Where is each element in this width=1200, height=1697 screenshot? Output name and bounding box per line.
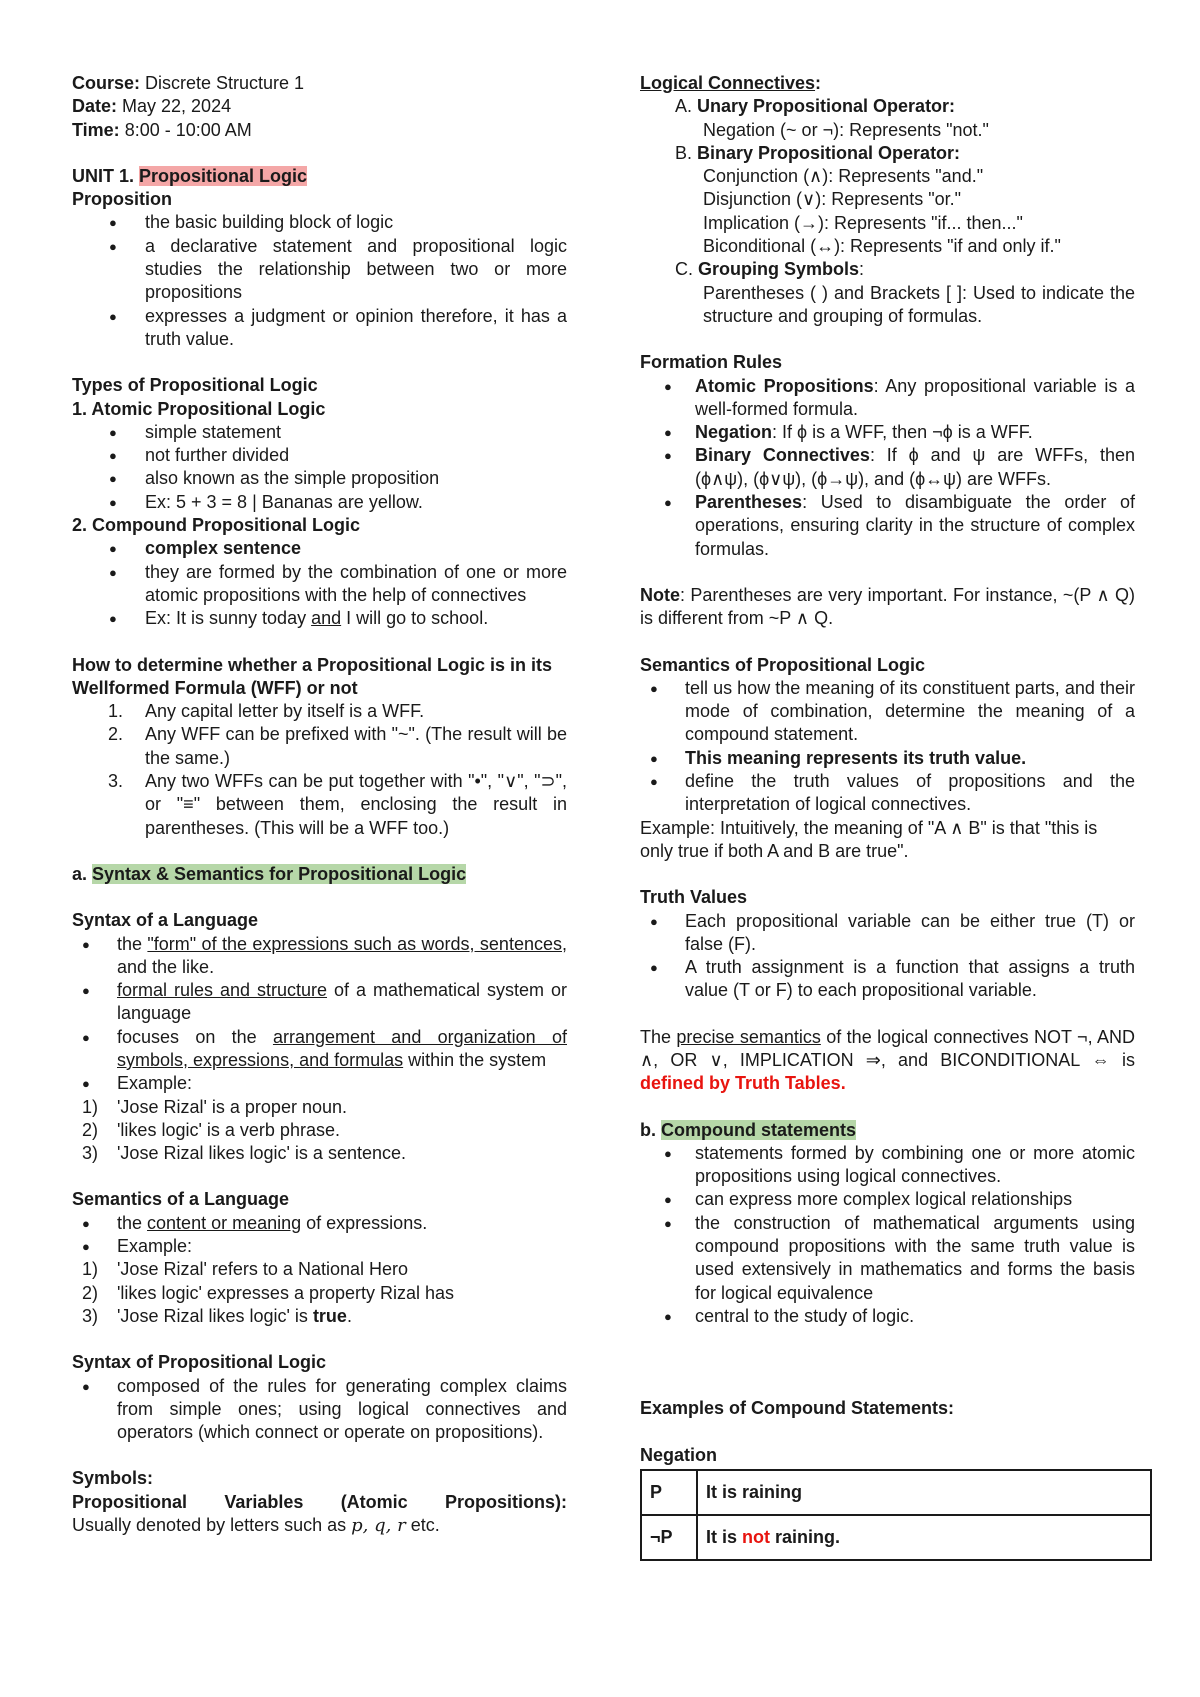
connective-item: Conjunction (∧): Represents "and." (703, 166, 984, 187)
list-item: ● Atomic Propositions: Any propositional variable is a well-formed formula. (640, 375, 1135, 422)
right-column (640, 72, 1135, 1561)
compound-statements-list (640, 1142, 1135, 1328)
semantics-example-list (72, 1258, 567, 1328)
formation-list (640, 375, 1135, 561)
unit-title: UNIT 1. Propositional Logic (72, 165, 308, 186)
connective-item: Negation (~ or ¬): Represents "not." (703, 119, 989, 140)
list-item: ● Ex: It is sunny today and I will go to school. (72, 607, 567, 630)
list-item: ● can express more complex logical relationships (640, 1188, 1135, 1211)
time-line: Time: 8:00 - 10:00 AM (72, 119, 252, 140)
list-item: ● Each propositional variable can be either true (T) or false (F). (640, 910, 1135, 957)
proposition-list (72, 211, 567, 351)
list-item: 1) 'Jose Rizal' is a proper noun. (82, 1096, 347, 1117)
semantics-language-list (72, 1212, 567, 1259)
list-item: ● Example: (72, 1235, 567, 1258)
list-item: ● define the truth values of propositions and the interpretation of logical connectives. (640, 770, 1135, 817)
list-item: 1. Any capital letter by itself is a WFF. (108, 701, 425, 722)
semantics-prop-heading: Semantics of Propositional Logic (640, 654, 926, 675)
list-item: ● Binary Connectives: If ϕ and ψ are WFFs, then (ϕ∧ψ), (ϕ∨ψ), (ϕ→ψ), and (ϕ↔ψ) are WFFs. (640, 444, 1135, 491)
list-item: ● not further divided (72, 444, 567, 467)
list-item: ● focuses on the arrangement and organization of symbols, expressions, and formulas within the system (72, 1026, 567, 1073)
truth-values-heading: Truth Values (640, 887, 748, 908)
connective-item: Disjunction (∨): Represents "or." (703, 189, 962, 210)
list-item: ● This meaning represents its truth value. (640, 747, 1135, 770)
table-cell: P (641, 1470, 697, 1515)
course-line: Course: Discrete Structure 1 (72, 73, 305, 93)
table-row (641, 1515, 1151, 1560)
list-item: 2. Any WFF can be prefixed with "~". (The result will be the same.) (108, 724, 567, 768)
list-item: ● a declarative statement and propositional logic studies the relationship between two or more propositions (72, 235, 567, 305)
connective-item: Implication (→): Represents "if... then..." (703, 212, 1023, 233)
table-cell: It is raining (697, 1470, 1151, 1515)
symbols-heading: Symbols: (72, 1468, 154, 1489)
list-item: 1) 'Jose Rizal' refers to a National Hero (82, 1259, 408, 1280)
list-item: ● the content or meaning of expressions. (72, 1212, 567, 1235)
list-item: ● statements formed by combining one or more atomic propositions using logical connectives. (640, 1142, 1135, 1189)
examples-heading: Examples of Compound Statements: (640, 1398, 955, 1419)
proposition-heading: Proposition (72, 189, 172, 210)
list-item: 3. Any two WFFs can be put together with "•", "∨", "⊃", or "≡" between them, enclosing the result in parentheses. (This will be a WFF too.) (108, 771, 567, 838)
syntax-language-heading: Syntax of a Language (72, 910, 259, 931)
atomic-list (72, 421, 567, 514)
date-line: Date: May 22, 2024 (72, 96, 232, 117)
left-column (72, 72, 567, 1537)
list-item: ● the basic building block of logic (72, 211, 567, 234)
connectives-heading: Logical Connectives: (640, 73, 822, 93)
syntax-language-list (72, 933, 567, 1096)
semantics-example: Example: Intuitively, the meaning of "A ∧ B" is that "this is only true if both A and B are true". (640, 817, 1098, 861)
list-item: 2) 'likes logic' expresses a property Rizal has (82, 1282, 455, 1303)
list-item: ● the construction of mathematical arguments using compound propositions with the same truth value is used extensively in mathematics and forms the basis for logical equivalence (640, 1212, 1135, 1305)
variables-text: Usually denoted by letters such as p, q, r etc. (72, 1515, 440, 1537)
wff-heading: How to determine whether a Propositional Logic is in its Wellformed Formula (WFF) or not (72, 654, 553, 698)
atomic-heading: 1. Atomic Propositional Logic (72, 398, 326, 419)
unary-heading: A. Unary Propositional Operator: (675, 96, 956, 117)
list-item: ● Parentheses: Used to disambiguate the order of operations, ensuring clarity in the structure of complex formulas. (640, 491, 1135, 561)
table-cell: ¬P (641, 1515, 697, 1560)
list-item: ● Ex: 5 + 3 = 8 | Bananas are yellow. (72, 491, 567, 514)
negation-table (640, 1469, 1152, 1561)
list-item: ● central to the study of logic. (640, 1305, 1135, 1328)
connective-item: Biconditional (↔): Represents "if and only if." (703, 236, 1061, 257)
grouping-heading: C. Grouping Symbols: (675, 259, 865, 280)
list-item: ● formal rules and structure of a mathematical system or language (72, 979, 567, 1026)
list-item: ● they are formed by the combination of one or more atomic propositions with the help of connectives (72, 561, 567, 608)
list-item: ● simple statement (72, 421, 567, 444)
note-paragraph: Note: Parentheses are very important. For instance, ~(P ∧ Q) is different from ~P ∧ Q. (640, 584, 1135, 629)
semantics-language-heading: Semantics of a Language (72, 1189, 290, 1210)
list-item: 2) 'likes logic' is a verb phrase. (82, 1119, 340, 1140)
binary-heading: B. Binary Propositional Operator: (675, 142, 961, 163)
list-item: 3) 'Jose Rizal likes logic' is a sentence. (82, 1143, 407, 1164)
table-row (641, 1470, 1151, 1515)
list-item: ● A truth assignment is a function that assigns a truth value (T or F) to each propositional variable. (640, 956, 1135, 1003)
list-item: ● Example: (72, 1072, 567, 1095)
list-item: 3) 'Jose Rizal likes logic' is true. (82, 1305, 352, 1326)
compound-heading: 2. Compound Propositional Logic (72, 515, 360, 536)
list-item: ● expresses a judgment or opinion therefore, it has a truth value. (72, 305, 567, 352)
list-item: ● composed of the rules for generating complex claims from simple ones; using logical connectives and operators (which connect or operate on propositions). (72, 1375, 567, 1445)
list-item: ● also known as the simple proposition (72, 467, 567, 490)
list-item: ● complex sentence (72, 537, 567, 560)
semantics-prop-list (640, 677, 1135, 817)
list-item: ● Negation: If ϕ is a WFF, then ¬ϕ is a WFF. (640, 421, 1135, 444)
table-cell: It is not raining. (697, 1515, 1151, 1560)
variables-heading: Propositional Variables (Atomic Propositions): (72, 1491, 567, 1512)
syntax-prop-heading: Syntax of Propositional Logic (72, 1352, 327, 1373)
section-b-title: b. Compound statements (640, 1119, 857, 1140)
truth-values-list (640, 910, 1135, 1003)
list-item: ● the "form" of the expressions such as words, sentences, and the like. (72, 933, 567, 980)
negation-heading: Negation (640, 1444, 718, 1465)
wff-list (72, 700, 567, 840)
grouping-text: Parentheses ( ) and Brackets [ ]: Used to indicate the structure and grouping of formulas. (703, 282, 1135, 326)
syntax-example-list (72, 1096, 567, 1166)
compound-type-list (72, 537, 567, 630)
section-a-title: a. Syntax & Semantics for Propositional Logic (72, 863, 467, 884)
formation-heading: Formation Rules (640, 352, 783, 373)
types-heading: Types of Propositional Logic (72, 375, 318, 396)
truth-tables-paragraph: The precise semantics of the logical connectives NOT ¬, AND ∧, OR ∨, IMPLICATION ⇒, and BICONDITIONAL ⇔ is defined by Truth Tables. (640, 1026, 1135, 1094)
syntax-prop-list (72, 1375, 567, 1445)
list-item: ● tell us how the meaning of its constituent parts, and their mode of combination, determine the meaning of a compound statement. (640, 677, 1135, 747)
